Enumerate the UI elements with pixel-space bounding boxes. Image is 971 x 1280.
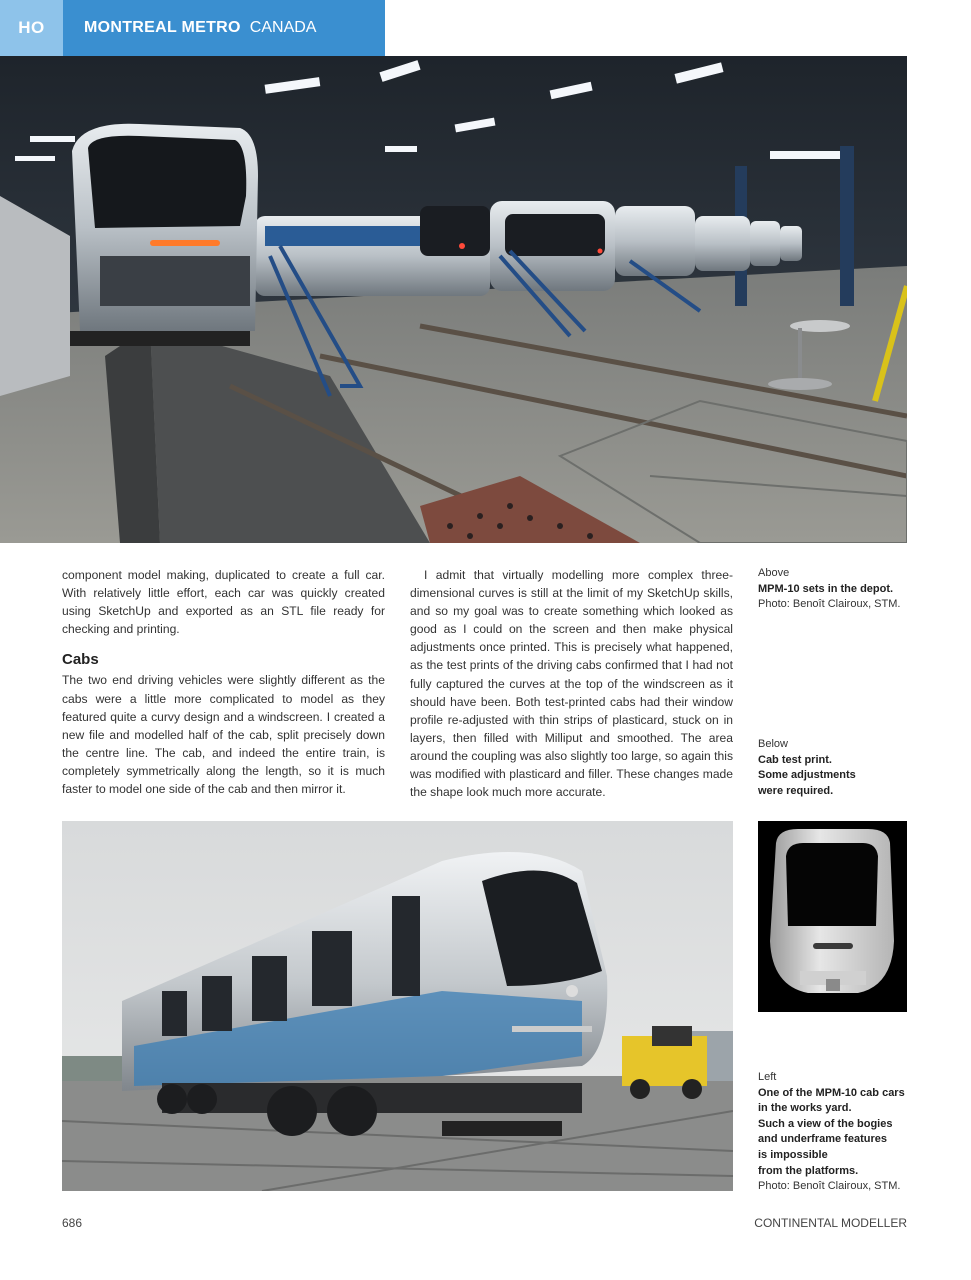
article-column-2: [410, 566, 733, 801]
caption-above: [758, 566, 918, 613]
caption-left-line-6: from the platforms.: [758, 1164, 859, 1177]
caption-left-credit: Photo: Benoît Clairoux, STM.: [758, 1180, 901, 1193]
article-column-1: [62, 566, 385, 798]
caption-below-line-2: Some adjustments: [758, 769, 856, 782]
caption-below-line-3: were required.: [758, 784, 834, 797]
header-title: MONTREAL METRO: [84, 19, 241, 36]
works-yard-photo: [62, 821, 733, 1191]
foreground-cab: [70, 124, 258, 346]
page-number: 686: [62, 1216, 83, 1230]
scale-badge: HO: [0, 0, 63, 56]
works-yard-illustration: [62, 821, 733, 1191]
caption-below-label: Below: [758, 738, 788, 750]
caption-above-text: MPM-10 sets in the depot.: [758, 582, 894, 595]
caption-left-line-1: One of the MPM-10 cab cars: [758, 1086, 905, 1099]
col1-paragraph-1: component model making, duplicated to create a full car. With relatively little effort, each car was quickly created using SketchUp and exported as an STL file ready for checking and printing.: [62, 568, 385, 637]
col1-paragraph-2: The two end driving vehicles were slightly different as the cabs were a little more complicated to model as they featured quite a curvy design and a windscreen. I created a new file and modelled half of the cab, split precisely down the centre line. The cab, and indeed the entire train, is completely symmetrically along the length, so it is much faster to model one side of the cab and then mirror it.: [62, 673, 385, 797]
caption-below-line-1: Cab test print.: [758, 753, 832, 766]
cabs-heading: Cabs: [62, 651, 99, 669]
caption-left-line-2: in the works yard.: [758, 1102, 852, 1115]
depot-photo: [0, 56, 907, 543]
caption-above-credit: Photo: Benoît Clairoux, STM.: [758, 598, 901, 611]
depot-illustration: [0, 56, 907, 543]
caption-left-line-4: and underframe features: [758, 1133, 887, 1146]
header-subtitle: CANADA: [249, 19, 317, 36]
caption-left-line-3: Such a view of the bogies: [758, 1117, 893, 1130]
caption-below: [758, 737, 918, 799]
caption-above-label: Above: [758, 567, 790, 579]
section-header: [0, 0, 385, 56]
col2-paragraph-1: I admit that virtually modelling more complex three-dimensional curves is still at the limit of my SketchUp skills, and so my goal was to create something which looked as good as I could on the screen and then make physical adjustments once printed. This is precisely what happened, as the test prints of the driving cabs confirmed that I had not fully captured the curves at the top of the windscreen as it should have been. Both test-printed cabs had their window profile re-adjusted with thin strips of plasticard, stuck on in layers, then filled with Milliput and smoothed. The area around the coupling was also slightly too large, so again this was modified with plasticard and filler. These changes made the shape look much more accurate.: [410, 568, 733, 800]
cab-test-print-photo: [758, 821, 907, 1012]
cab-print-illustration: [758, 821, 907, 1012]
caption-left-line-5: is impossible: [758, 1148, 828, 1161]
caption-left: [758, 1070, 918, 1195]
publication-name: CONTINENTAL MODELLER: [754, 1216, 907, 1230]
caption-left-label: Left: [758, 1071, 777, 1083]
